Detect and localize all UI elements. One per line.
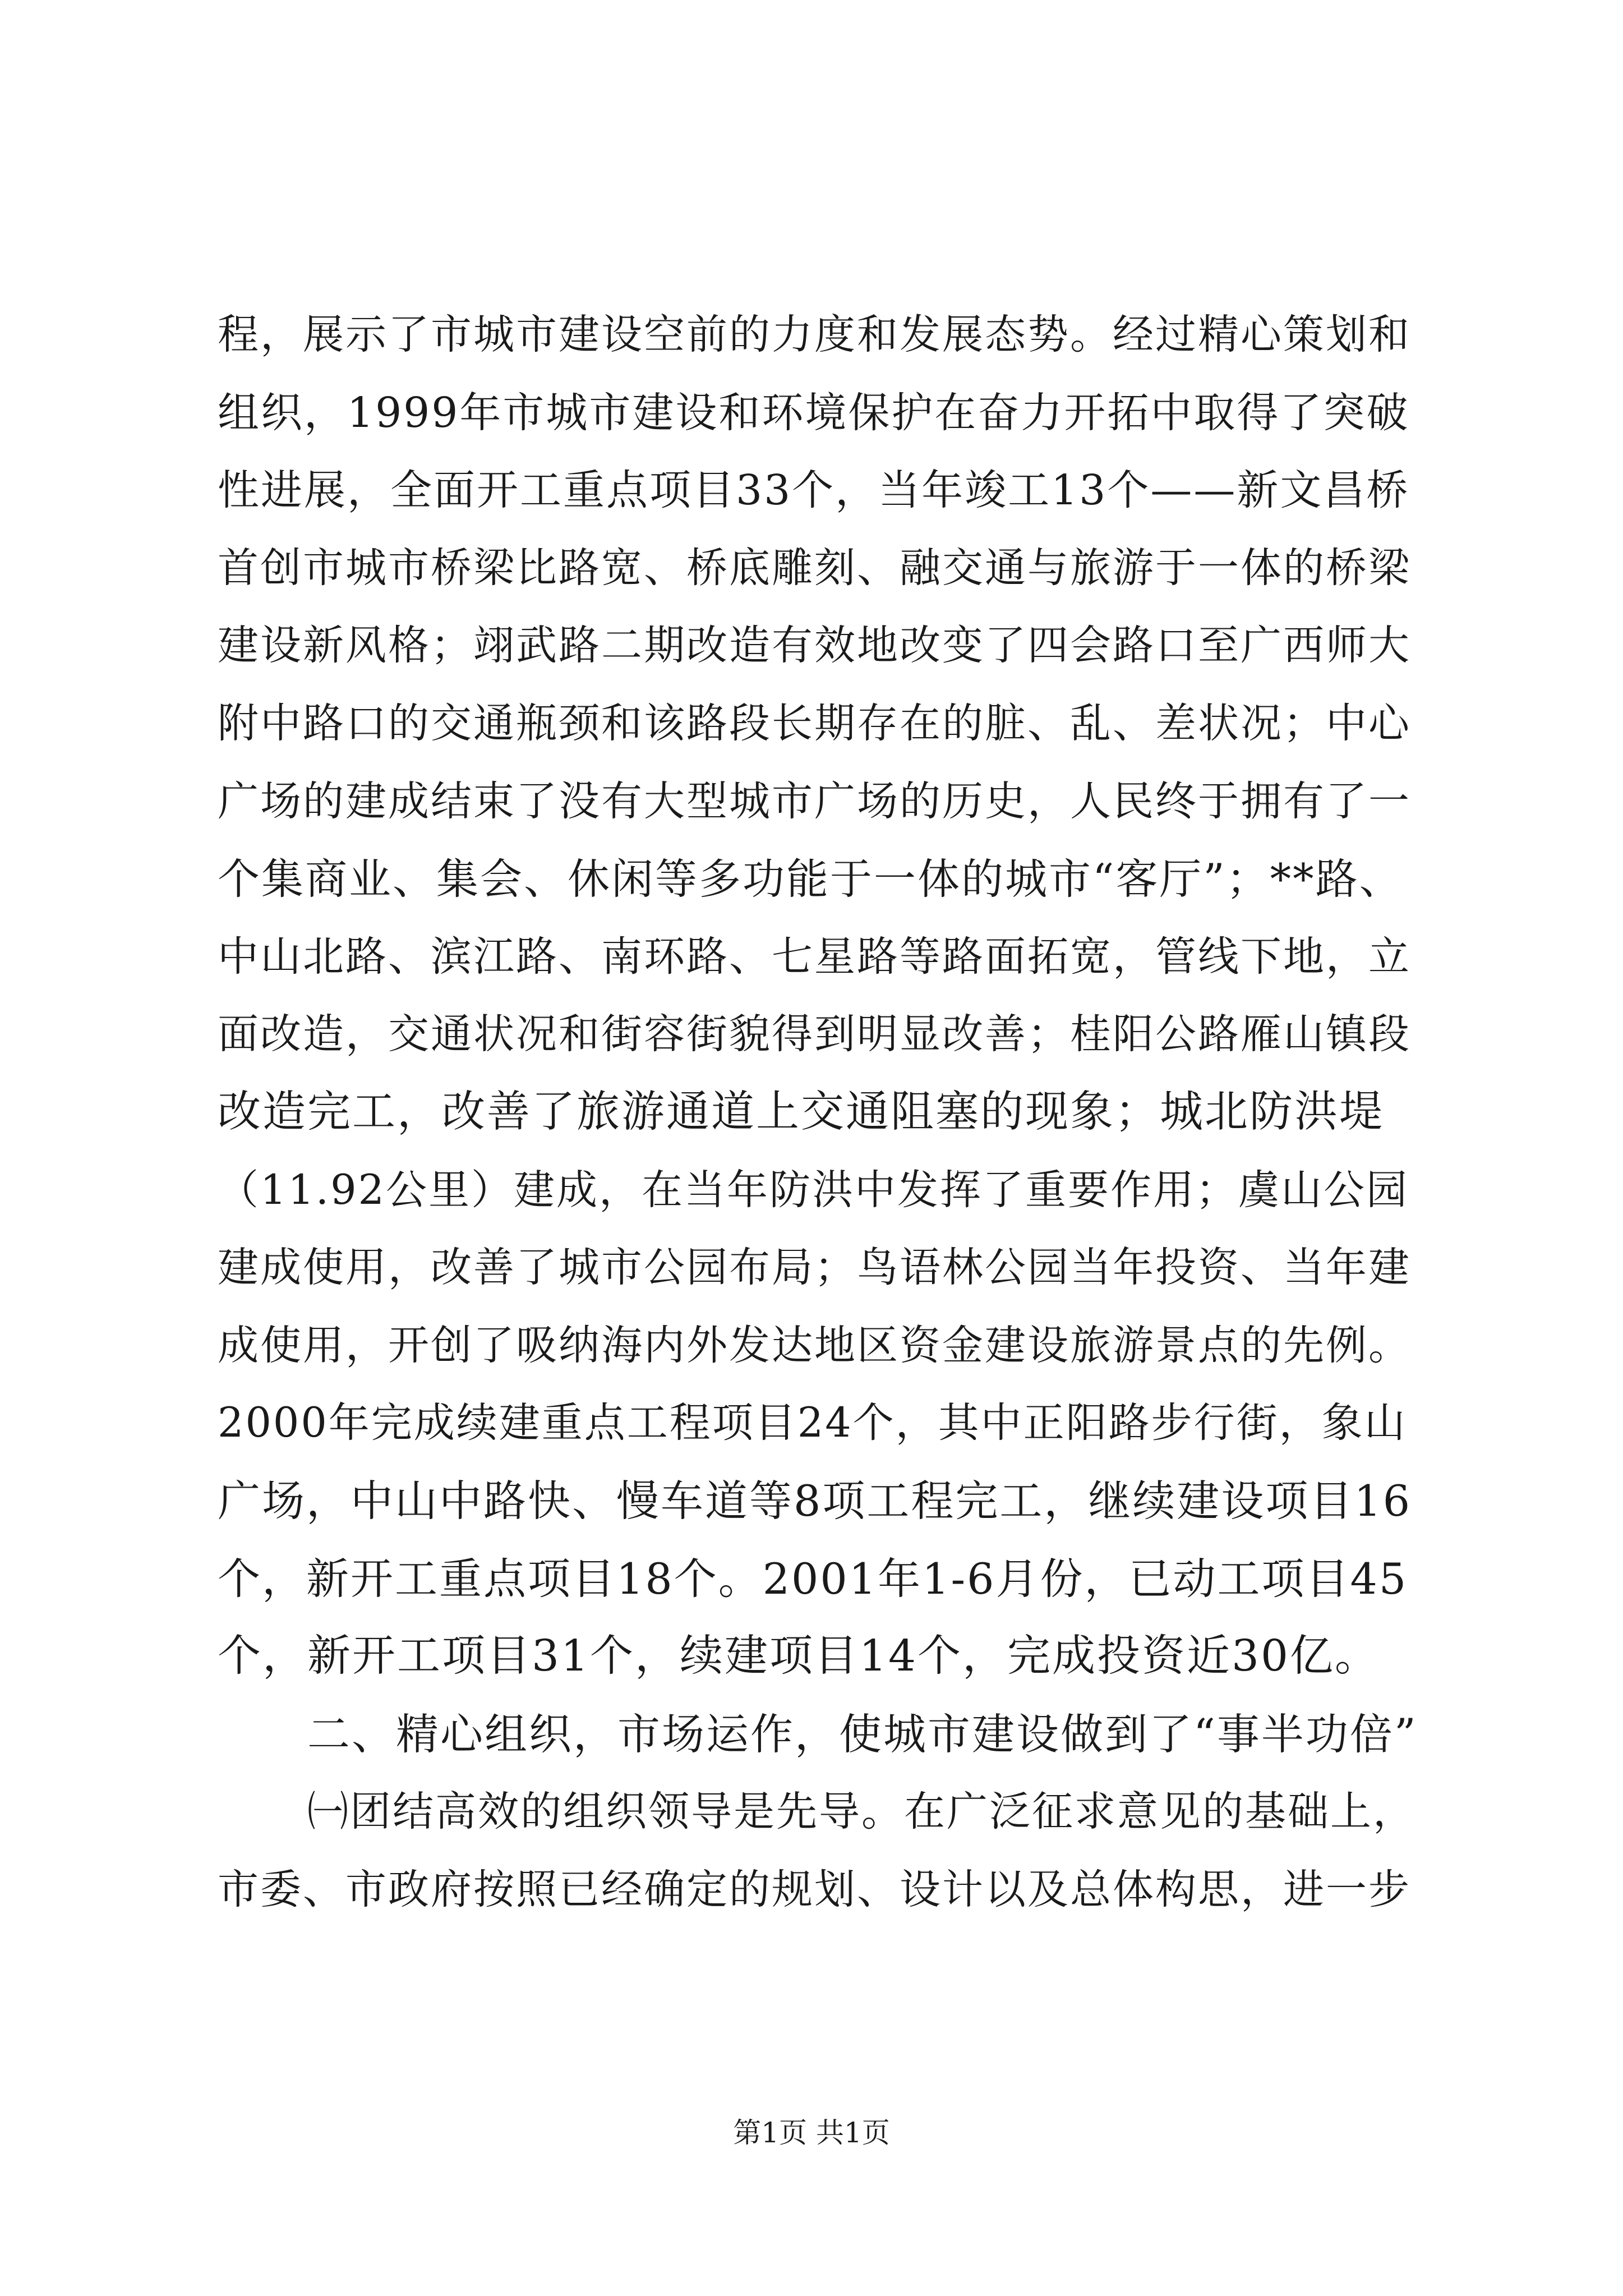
section-heading: 二、精心组织，市场运作，使城市建设做到了“事半功倍” (307, 1709, 1418, 1759)
paragraph-line: 个，新开工项目31个，续建项目14个，完成投资近30亿。 (218, 1631, 1380, 1682)
paragraph-line: 面改造，交通状况和街容街貌得到明显改善；桂阳公路雁山镇段 (218, 1010, 1411, 1059)
paragraph-line: 改造完工，改善了旅游通道上交通阻塞的现象；城北防洪堤 (218, 1087, 1384, 1137)
page-footer: 第1页 共1页 (733, 2116, 890, 2149)
paragraph-line: 中山北路、滨江路、南环路、七星路等路面拓宽，管线下地，立 (218, 932, 1411, 981)
document-body (218, 296, 1418, 1929)
paragraph-line: 个，新开工重点项目18个。2001年1-6月份，已动工项目45 (218, 1553, 1408, 1604)
paragraph-line: 组织，1999年市城市建设和环境保护在奋力开拓中取得了突破 (218, 388, 1410, 437)
subsection-line: 市委、市政府按照已经确定的规划、设计以及总体构思，进一步 (218, 1865, 1411, 1913)
paragraph-line: 广场的建成结束了没有大型城市广场的历史，人民终于拥有了一 (218, 777, 1411, 825)
paragraph-line: 2000年完成续建重点工程项目24个，其中正阳路步行街，象山 (218, 1399, 1407, 1447)
paragraph-line: 建设新风格；翊武路二期改造有效地改变了四会路口至广西师大 (218, 622, 1411, 670)
paragraph-line: 附中路口的交通瓶颈和该路段长期存在的脏、乱、差状况；中心 (218, 699, 1411, 747)
paragraph-line: 性进展，全面开工重点项目33个，当年竣工13个——新文昌桥 (218, 466, 1410, 515)
subsection-line: ㈠团结高效的组织领导是先导。在广泛征求意见的基础上， (307, 1788, 1415, 1836)
paragraph-line: 程，展示了市城市建设空前的力度和发展态势。经过精心策划和 (218, 311, 1411, 358)
paragraph-line: 成使用，开创了吸纳海内外发达地区资金建设旅游景点的先例。 (218, 1321, 1411, 1369)
paragraph-line: （11.92公里）建成，在当年防洪中发挥了重要作用；虞山公园 (218, 1166, 1409, 1214)
paragraph-line: 个集商业、集会、休闲等多功能于一体的城市“客厅”；**路、 (218, 854, 1403, 904)
paragraph-line: 首创市城市桥梁比路宽、桥底雕刻、融交通与旅游于一体的桥梁 (218, 544, 1411, 592)
paragraph-line: 建成使用，改善了城市公园布局；鸟语林公园当年投资、当年建 (218, 1244, 1411, 1292)
paragraph-line: 广场，中山中路快、慢车道等8项工程完工，继续建设项目16 (218, 1475, 1412, 1526)
